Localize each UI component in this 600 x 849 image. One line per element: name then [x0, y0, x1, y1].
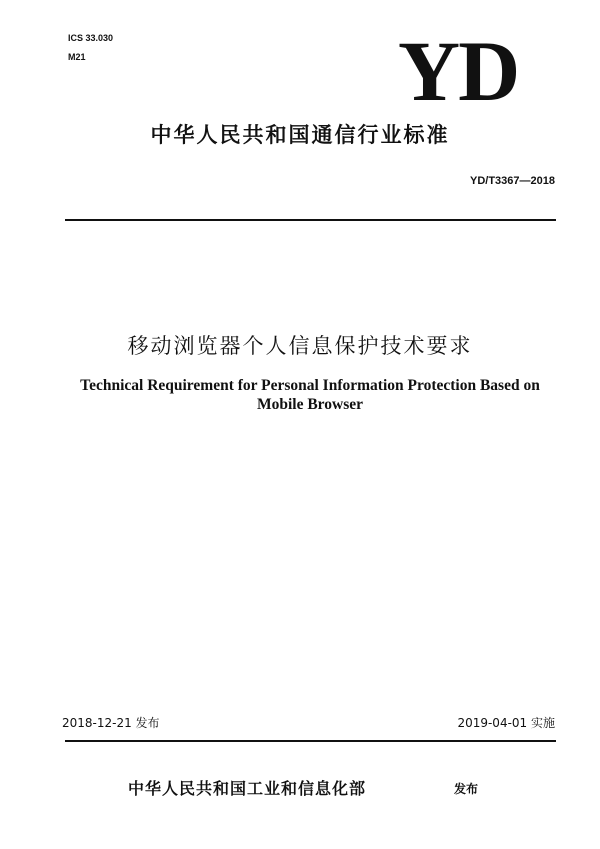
- bottom-divider: [65, 740, 556, 742]
- issue-date: 2018-12-21 发布: [62, 716, 160, 730]
- publish-label: 发布: [454, 782, 479, 796]
- implementation-date: 2019-04-01 实施: [457, 716, 555, 730]
- standard-number: YD/T3367—2018: [470, 175, 555, 187]
- yd-logo: YD: [398, 23, 519, 119]
- ccs-code: M21: [68, 52, 86, 62]
- publisher-name: 中华人民共和国工业和信息化部: [128, 779, 367, 798]
- top-divider: [65, 219, 556, 221]
- ics-code: ICS 33.030: [68, 33, 114, 43]
- document-title-english: Technical Requirement for Personal Information Protection Based on Mobile Browser: [80, 377, 540, 413]
- document-title-chinese: 移动浏览器个人信息保护技术要求: [127, 334, 473, 358]
- standard-type-title: 中华人民共和国通信行业标准: [150, 123, 450, 147]
